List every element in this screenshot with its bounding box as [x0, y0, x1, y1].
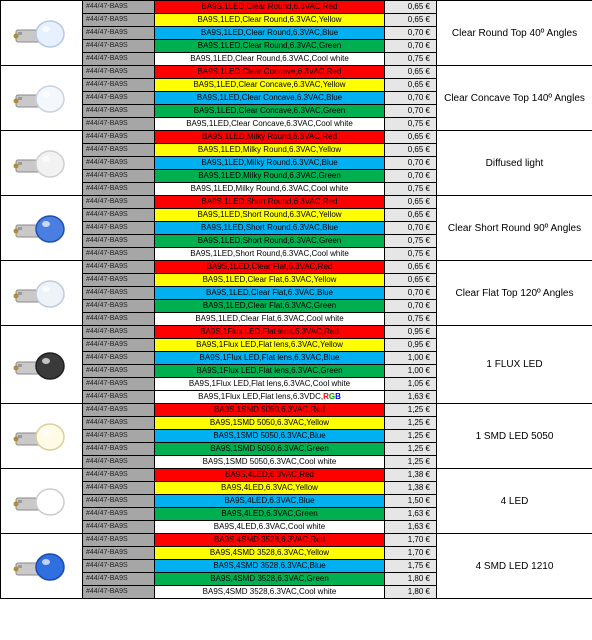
price-cell: 1,50 € [385, 495, 437, 508]
bulb-type-label: Clear Round Top 40º Angles [437, 1, 592, 66]
price-cell: 1,00 € [385, 352, 437, 365]
description-cell: BA9S,1LED,Clear Concave,6.3VAC,Cool white [155, 118, 385, 131]
part-code-cell: #44/47-BA9S [83, 157, 155, 170]
price-cell: 0,70 € [385, 222, 437, 235]
price-cell: 1,25 € [385, 456, 437, 469]
price-cell: 1,63 € [385, 508, 437, 521]
part-code-cell: #44/47-BA9S [83, 469, 155, 482]
price-cell: 1,25 € [385, 443, 437, 456]
description-cell: BA9S,1SMD 5050,6.3VAC,Blue [155, 430, 385, 443]
price-cell: 1,38 € [385, 482, 437, 495]
price-cell: 1,70 € [385, 534, 437, 547]
bulb-type-label: 4 LED [437, 469, 592, 534]
price-cell: 0,75 € [385, 118, 437, 131]
description-cell: BA9S,1LED,Short Round,6.3VAC,Yellow [155, 209, 385, 222]
part-code-cell: #44/47-BA9S [83, 222, 155, 235]
four-smd-1210-led-bulb-icon [1, 534, 83, 599]
part-code-cell: #44/47-BA9S [83, 482, 155, 495]
part-code-cell: #44/47-BA9S [83, 92, 155, 105]
description-cell: BA9S,1LED,Milky Round,6.3VAC,Red [155, 131, 385, 144]
description-cell: BA9S,1LED,Clear Concave,6.3VAC,Red [155, 66, 385, 79]
description-cell: BA9S,4LED,6.3VAC,Yellow [155, 482, 385, 495]
part-code-cell: #44/47-BA9S [83, 573, 155, 586]
price-cell: 1,38 € [385, 469, 437, 482]
part-code-cell: #44/47-BA9S [83, 495, 155, 508]
description-cell: BA9S,4SMD 3528,6.3VAC,Cool white [155, 586, 385, 599]
clear-flat-top-led-bulb-icon [1, 261, 83, 326]
part-code-cell: #44/47-BA9S [83, 456, 155, 469]
bulb-type-label: 4 SMD LED 1210 [437, 534, 592, 599]
description-cell: BA9S,1LED,Clear Flat,6.3VAC,Green [155, 300, 385, 313]
price-cell: 1,25 € [385, 404, 437, 417]
price-cell: 0,70 € [385, 157, 437, 170]
description-cell: BA9S,1LED,Milky Round,6.3VAC,Yellow [155, 144, 385, 157]
description-cell: BA9S,1LED,Clear Round,6.3VAC,Cool white [155, 53, 385, 66]
table-row [1, 469, 592, 482]
price-cell: 0,65 € [385, 79, 437, 92]
part-code-cell: #44/47-BA9S [83, 131, 155, 144]
part-code-cell: #44/47-BA9S [83, 40, 155, 53]
description-cell: BA9S,4SMD 3528,6.3VAC,Blue [155, 560, 385, 573]
price-cell: 0,70 € [385, 300, 437, 313]
part-code-cell: #44/47-BA9S [83, 339, 155, 352]
description-cell: BA9S,4LED,6.3VAC,Blue [155, 495, 385, 508]
description-cell: BA9S,1LED,Clear Flat,6.3VAC,Cool white [155, 313, 385, 326]
part-code-cell: #44/47-BA9S [83, 521, 155, 534]
description-cell: BA9S,1LED,Clear Round,6.3VAC,Blue [155, 27, 385, 40]
description-cell: BA9S,1LED,Clear Round,6.3VAC,Red [155, 1, 385, 14]
price-table-body [1, 1, 592, 599]
description-cell: BA9S,1LED,Clear Flat,6.3VAC,Red [155, 261, 385, 274]
description-text: BA9S,1Flux LED,Flat lens,6.3VDC, [198, 392, 324, 401]
part-code-cell: #44/47-BA9S [83, 547, 155, 560]
description-cell: BA9S,1Flux LED,Flat lens,6.3VAC,Yellow [155, 339, 385, 352]
part-code-cell: #44/47-BA9S [83, 430, 155, 443]
price-cell: 0,75 € [385, 235, 437, 248]
part-code-cell: #44/47-BA9S [83, 586, 155, 599]
table-row [1, 261, 592, 274]
part-code-cell: #44/47-BA9S [83, 261, 155, 274]
price-cell: 0,65 € [385, 66, 437, 79]
part-code-cell: #44/47-BA9S [83, 443, 155, 456]
table-row [1, 1, 592, 14]
description-cell: BA9S,1Flux LED,Flat lens,6.3VAC,Cool white [155, 378, 385, 391]
price-cell: 1,63 € [385, 521, 437, 534]
price-cell: 1,25 € [385, 430, 437, 443]
part-code-cell: #44/47-BA9S [83, 417, 155, 430]
part-code-cell: #44/47-BA9S [83, 352, 155, 365]
description-cell: BA9S,1LED,Clear Flat,6.3VAC,Yellow [155, 274, 385, 287]
price-cell: 0,95 € [385, 339, 437, 352]
bulb-type-label: 1 SMD LED 5050 [437, 404, 592, 469]
bulb-type-label: Clear Concave Top 140º Angles [437, 66, 592, 131]
part-code-cell: #44/47-BA9S [83, 508, 155, 521]
price-cell: 0,65 € [385, 261, 437, 274]
description-cell: BA9S,4SMD 3528,6.3VAC,Green [155, 573, 385, 586]
part-code-cell: #44/47-BA9S [83, 209, 155, 222]
clear-concave-led-bulb-icon [1, 66, 83, 131]
part-code-cell: #44/47-BA9S [83, 170, 155, 183]
price-cell: 0,70 € [385, 92, 437, 105]
price-cell: 1,70 € [385, 547, 437, 560]
description-cell: BA9S,1SMD 5050,6.3VAC,Red [155, 404, 385, 417]
clear-round-led-bulb-icon [1, 1, 83, 66]
rgb-letter-b: B [335, 392, 341, 401]
description-cell: BA9S,4SMD 3528,6.3VAC,Red [155, 534, 385, 547]
description-cell: BA9S,1Flux LED,Flat lens,6.3VAC,Blue [155, 352, 385, 365]
clear-short-round-led-bulb-icon [1, 196, 83, 261]
description-cell: BA9S,1Flux LED,Flat lens,6.3VAC,Red [155, 326, 385, 339]
description-cell: BA9S,1LED,Short Round,6.3VAC,Red [155, 196, 385, 209]
part-code-cell: #44/47-BA9S [83, 404, 155, 417]
part-code-cell: #44/47-BA9S [83, 235, 155, 248]
part-code-cell: #44/47-BA9S [83, 248, 155, 261]
bulb-type-label: Clear Flat Top 120º Angles [437, 261, 592, 326]
description-cell: BA9S,1LED,Short Round,6.3VAC,Cool white [155, 248, 385, 261]
table-row [1, 66, 592, 79]
table-row [1, 326, 592, 339]
price-cell: 0,95 € [385, 326, 437, 339]
part-code-cell: #44/47-BA9S [83, 313, 155, 326]
price-cell: 0,65 € [385, 209, 437, 222]
part-code-cell: #44/47-BA9S [83, 300, 155, 313]
price-cell: 0,75 € [385, 53, 437, 66]
smd-5050-led-bulb-icon [1, 404, 83, 469]
four-led-bulb-icon [1, 469, 83, 534]
part-code-cell: #44/47-BA9S [83, 53, 155, 66]
part-code-cell: #44/47-BA9S [83, 534, 155, 547]
part-code-cell: #44/47-BA9S [83, 183, 155, 196]
description-cell: BA9S,4LED,6.3VAC,Cool white [155, 521, 385, 534]
description-cell: BA9S,4LED,6.3VAC,Green [155, 508, 385, 521]
price-cell: 1,05 € [385, 378, 437, 391]
description-cell: BA9S,1LED,Milky Round,6.3VAC,Green [155, 170, 385, 183]
part-code-cell: #44/47-BA9S [83, 274, 155, 287]
bulb-type-label: Diffused light [437, 131, 592, 196]
part-code-cell: #44/47-BA9S [83, 27, 155, 40]
rgb-letter-r: R [323, 392, 329, 401]
description-cell: BA9S,1SMD 5050,6.3VAC,Yellow [155, 417, 385, 430]
price-cell: 0,70 € [385, 170, 437, 183]
price-cell: 0,70 € [385, 105, 437, 118]
description-cell: BA9S,1SMD 5050,6.3VAC,Green [155, 443, 385, 456]
bulb-type-label: Clear Short Round 90º Angles [437, 196, 592, 261]
description-cell: BA9S,1LED,Clear Flat,6.3VAC,Blue [155, 287, 385, 300]
price-cell: 0,75 € [385, 183, 437, 196]
price-cell: 0,75 € [385, 313, 437, 326]
price-cell: 1,80 € [385, 573, 437, 586]
part-code-cell: #44/47-BA9S [83, 1, 155, 14]
price-cell: 1,80 € [385, 586, 437, 599]
description-cell [155, 391, 385, 404]
description-cell: BA9S,1LED,Milky Round,6.3VAC,Cool white [155, 183, 385, 196]
bulb-type-label: 1 FLUX LED [437, 326, 592, 404]
part-code-cell: #44/47-BA9S [83, 287, 155, 300]
description-cell: BA9S,1LED,Clear Round,6.3VAC,Yellow [155, 14, 385, 27]
part-code-cell: #44/47-BA9S [83, 144, 155, 157]
table-row [1, 404, 592, 417]
price-cell: 0,70 € [385, 27, 437, 40]
description-cell: BA9S,1LED,Clear Concave,6.3VAC,Green [155, 105, 385, 118]
description-cell: BA9S,1LED,Short Round,6.3VAC,Blue [155, 222, 385, 235]
part-code-cell: #44/47-BA9S [83, 196, 155, 209]
price-cell: 0,75 € [385, 248, 437, 261]
price-cell: 0,70 € [385, 287, 437, 300]
description-cell: BA9S,1LED,Clear Concave,6.3VAC,Yellow [155, 79, 385, 92]
price-cell: 1,00 € [385, 365, 437, 378]
description-cell: BA9S,4LED,6.3VAC,Red [155, 469, 385, 482]
part-code-cell: #44/47-BA9S [83, 365, 155, 378]
price-cell: 0,65 € [385, 144, 437, 157]
price-cell: 0,70 € [385, 40, 437, 53]
price-cell: 0,65 € [385, 196, 437, 209]
description-cell: BA9S,1LED,Clear Concave,6.3VAC,Blue [155, 92, 385, 105]
description-cell: BA9S,1LED,Clear Round,6.3VAC,Green [155, 40, 385, 53]
table-row [1, 534, 592, 547]
part-code-cell: #44/47-BA9S [83, 105, 155, 118]
part-code-cell: #44/47-BA9S [83, 14, 155, 27]
price-cell: 1,75 € [385, 560, 437, 573]
part-code-cell: #44/47-BA9S [83, 118, 155, 131]
part-code-cell: #44/47-BA9S [83, 326, 155, 339]
price-cell: 0,65 € [385, 131, 437, 144]
description-cell: BA9S,1LED,Short Round,6.3VAC,Green [155, 235, 385, 248]
price-cell: 0,65 € [385, 1, 437, 14]
price-cell: 0,65 € [385, 14, 437, 27]
part-code-cell: #44/47-BA9S [83, 378, 155, 391]
price-cell: 1,25 € [385, 417, 437, 430]
table-row [1, 196, 592, 209]
description-cell: BA9S,1Flux LED,Flat lens,6.3VAC,Green [155, 365, 385, 378]
description-cell: BA9S,1SMD 5050,6.3VAC,Cool white [155, 456, 385, 469]
description-cell: BA9S,4SMD 3528,6.3VAC,Yellow [155, 547, 385, 560]
price-cell: 0,65 € [385, 274, 437, 287]
flux-led-bulb-icon [1, 326, 83, 404]
part-code-cell: #44/47-BA9S [83, 79, 155, 92]
description-cell: BA9S,1LED,Milky Round,6.3VAC,Blue [155, 157, 385, 170]
rgb-letter-g: G [328, 392, 336, 401]
price-cell: 1,63 € [385, 391, 437, 404]
table-row [1, 131, 592, 144]
part-code-cell: #44/47-BA9S [83, 391, 155, 404]
diffused-led-bulb-icon [1, 131, 83, 196]
part-code-cell: #44/47-BA9S [83, 560, 155, 573]
part-code-cell: #44/47-BA9S [83, 66, 155, 79]
